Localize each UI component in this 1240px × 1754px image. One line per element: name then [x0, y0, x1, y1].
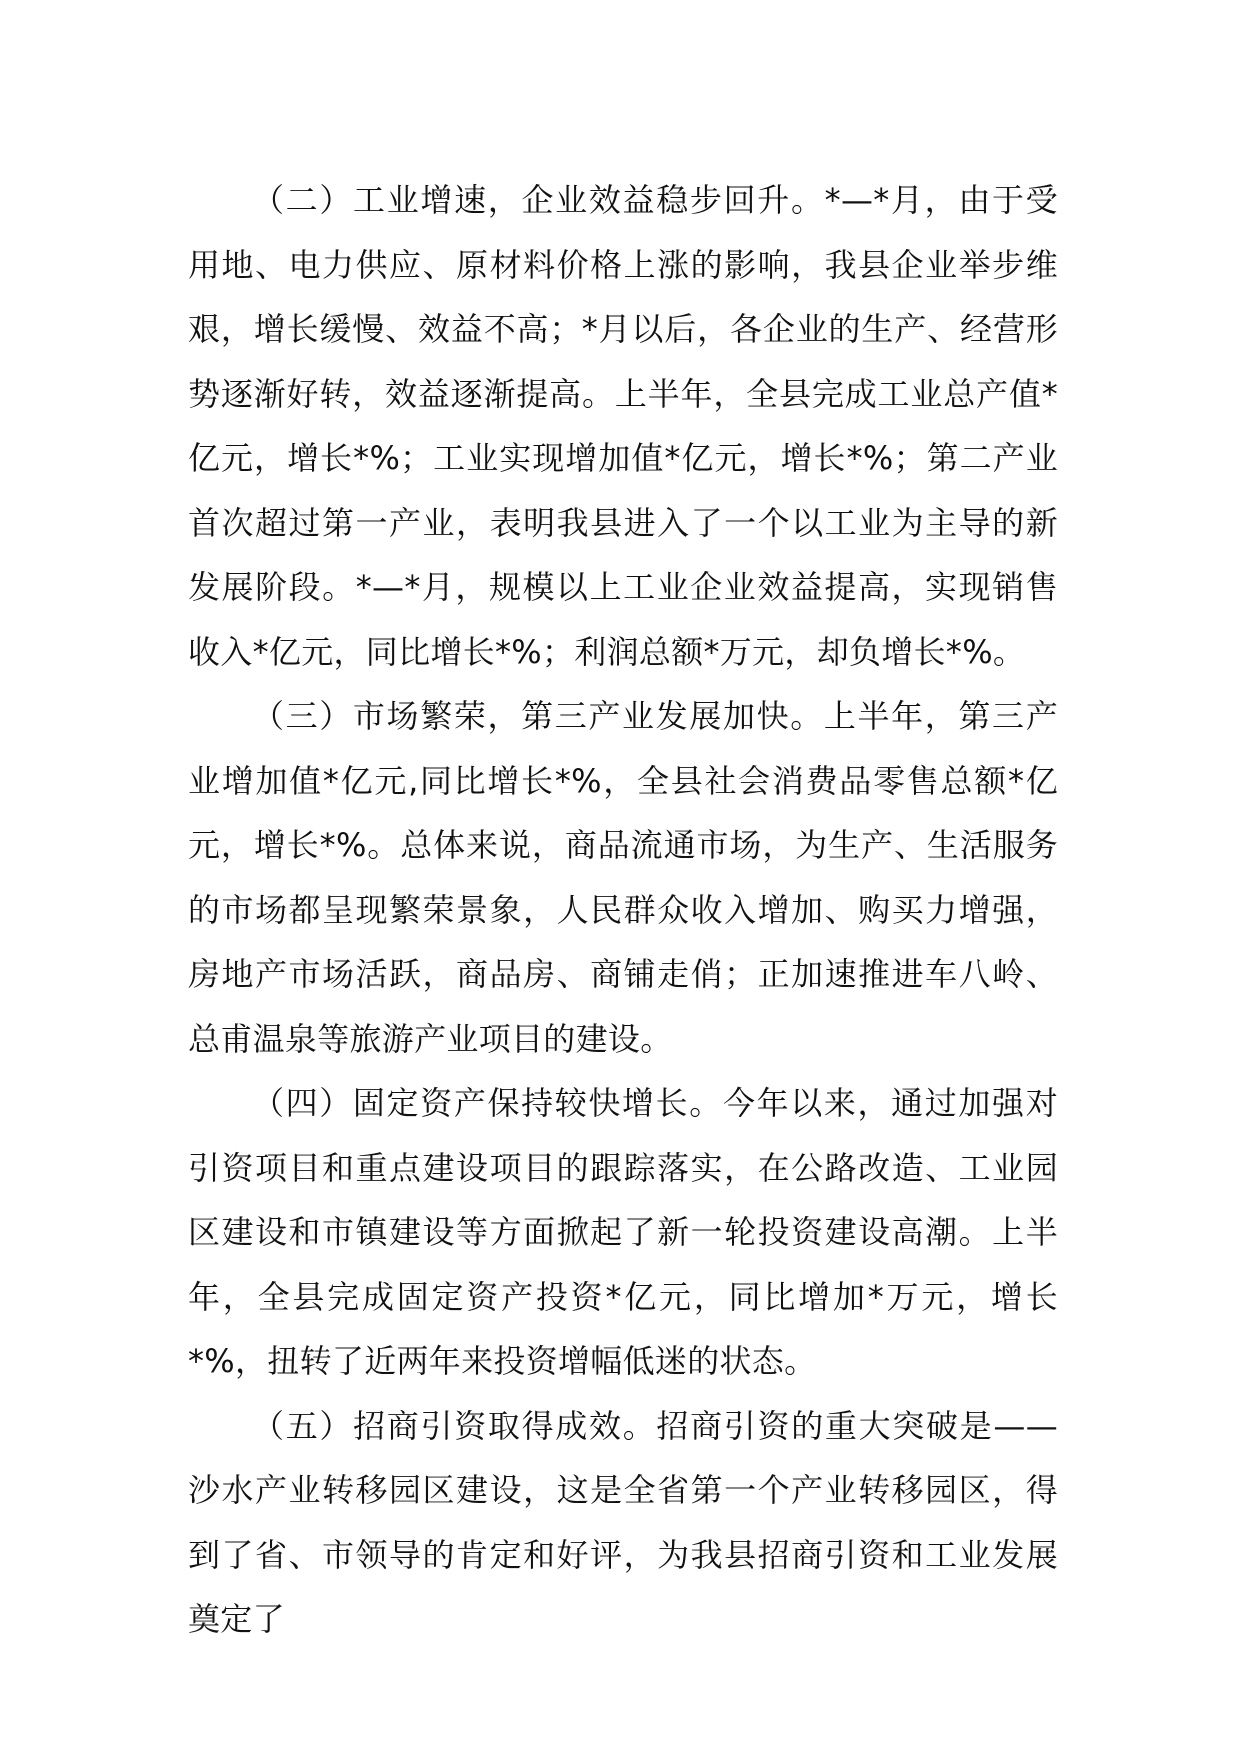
- paragraph-investment: （五）招商引资取得成效。招商引资的重大突破是——沙水产业转移园区建设，这是全省第一个产业转移园区，得到了省、市领导的肯定和好评，为我县招商引资和工业发展奠定了: [188, 1406, 1058, 1638]
- document-body: [188, 168, 1058, 1652]
- paragraph-market: （三）市场繁荣，第三产业发展加快。上半年，第三产业增加值*亿元,同比增长*%，全县社会消费品零售总额*亿元，增长*%。总体来说，商品流通市场，为生产、生活服务的市场都呈现繁荣景象，人民群众收入增加、购买力增强，房地产市场活跃，商品房、商铺走俏；正加速推进车八岭、总甫温泉等旅游产业项目的建设。: [188, 697, 1058, 1058]
- paragraph-fixed-assets: （四）固定资产保持较快增长。今年以来，通过加强对引资项目和重点建设项目的跟踪落实，在公路改造、工业园区建设和市镇建设等方面掀起了新一轮投资建设高潮。上半年，全县完成固定资产投资*亿元，同比增加*万元，增长*%，扭转了近两年来投资增幅低迷的状态。: [188, 1084, 1058, 1380]
- paragraph-industry: （二）工业增速，企业效益稳步回升。*—*月，由于受用地、电力供应、原材料价格上涨的影响，我县企业举步维艰，增长缓慢、效益不高；*月以后，各企业的生产、经营形势逐渐好转，效益逐渐提高。上半年，全县完成工业总产值*亿元，增长*%；工业实现增加值*亿元，增长*%；第二产业首次超过第一产业，表明我县进入了一个以工业为主导的新发展阶段。*—*月，规模以上工业企业效益提高，实现销售收入*亿元，同比增长*%；利润总额*万元，却负增长*%。: [188, 181, 1058, 671]
